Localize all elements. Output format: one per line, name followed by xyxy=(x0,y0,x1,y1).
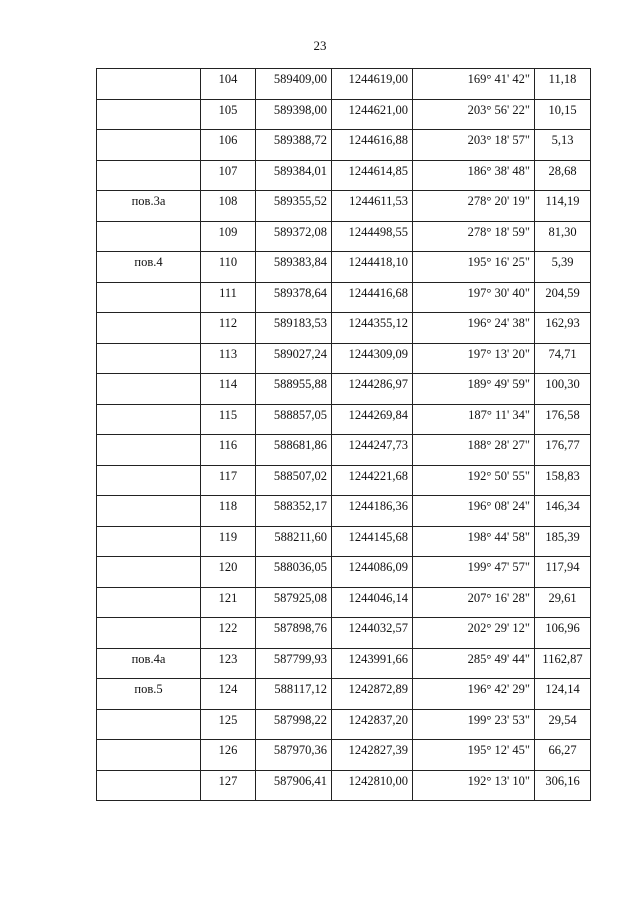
direction-angle-cell: 186° 38' 48" xyxy=(413,160,535,191)
distance-cell: 146,34 xyxy=(535,496,591,527)
direction-angle-cell: 278° 18' 59" xyxy=(413,221,535,252)
table-row xyxy=(97,252,591,283)
turn-label-cell xyxy=(97,526,201,557)
direction-angle-cell: 202° 29' 12" xyxy=(413,618,535,649)
table-row xyxy=(97,130,591,161)
point-number-cell: 120 xyxy=(201,557,256,588)
point-number-cell: 117 xyxy=(201,465,256,496)
direction-angle-cell: 169° 41' 42" xyxy=(413,69,535,100)
distance-cell: 5,39 xyxy=(535,252,591,283)
y-coordinate-cell: 1242810,00 xyxy=(332,770,413,801)
distance-cell: 1162,87 xyxy=(535,648,591,679)
x-coordinate-cell: 589398,00 xyxy=(256,99,332,130)
x-coordinate-cell: 589383,84 xyxy=(256,252,332,283)
y-coordinate-cell: 1242837,20 xyxy=(332,709,413,740)
y-coordinate-cell: 1244247,73 xyxy=(332,435,413,466)
distance-cell: 81,30 xyxy=(535,221,591,252)
point-number-cell: 122 xyxy=(201,618,256,649)
direction-angle-cell: 196° 08' 24" xyxy=(413,496,535,527)
x-coordinate-cell: 587898,76 xyxy=(256,618,332,649)
direction-angle-cell: 197° 30' 40" xyxy=(413,282,535,313)
y-coordinate-cell: 1244355,12 xyxy=(332,313,413,344)
point-number-cell: 105 xyxy=(201,99,256,130)
direction-angle-cell: 199° 23' 53" xyxy=(413,709,535,740)
table-row xyxy=(97,648,591,679)
table-row xyxy=(97,709,591,740)
y-coordinate-cell: 1242827,39 xyxy=(332,740,413,771)
direction-angle-cell: 199° 47' 57" xyxy=(413,557,535,588)
distance-cell: 158,83 xyxy=(535,465,591,496)
table-row xyxy=(97,740,591,771)
point-number-cell: 113 xyxy=(201,343,256,374)
turn-label-cell xyxy=(97,496,201,527)
point-number-cell: 108 xyxy=(201,191,256,222)
turn-label-cell xyxy=(97,99,201,130)
point-number-cell: 116 xyxy=(201,435,256,466)
table-row xyxy=(97,404,591,435)
y-coordinate-cell: 1244086,09 xyxy=(332,557,413,588)
direction-angle-cell: 197° 13' 20" xyxy=(413,343,535,374)
turn-label-cell xyxy=(97,709,201,740)
table-row xyxy=(97,770,591,801)
x-coordinate-cell: 587799,93 xyxy=(256,648,332,679)
x-coordinate-cell: 589027,24 xyxy=(256,343,332,374)
y-coordinate-cell: 1244498,55 xyxy=(332,221,413,252)
turn-label-cell xyxy=(97,221,201,252)
x-coordinate-cell: 588352,17 xyxy=(256,496,332,527)
table-row xyxy=(97,69,591,100)
point-number-cell: 126 xyxy=(201,740,256,771)
direction-angle-cell: 196° 42' 29" xyxy=(413,679,535,710)
x-coordinate-cell: 588955,88 xyxy=(256,374,332,405)
x-coordinate-cell: 588507,02 xyxy=(256,465,332,496)
point-number-cell: 118 xyxy=(201,496,256,527)
y-coordinate-cell: 1244221,68 xyxy=(332,465,413,496)
table-row xyxy=(97,282,591,313)
y-coordinate-cell: 1244186,36 xyxy=(332,496,413,527)
distance-cell: 11,18 xyxy=(535,69,591,100)
point-number-cell: 125 xyxy=(201,709,256,740)
y-coordinate-cell: 1244418,10 xyxy=(332,252,413,283)
turn-label-cell xyxy=(97,130,201,161)
x-coordinate-cell: 588211,60 xyxy=(256,526,332,557)
direction-angle-cell: 195° 16' 25" xyxy=(413,252,535,283)
point-number-cell: 104 xyxy=(201,69,256,100)
point-number-cell: 123 xyxy=(201,648,256,679)
x-coordinate-cell: 587925,08 xyxy=(256,587,332,618)
turn-label-cell xyxy=(97,557,201,588)
turn-label-cell xyxy=(97,587,201,618)
turn-label-cell xyxy=(97,404,201,435)
distance-cell: 176,58 xyxy=(535,404,591,435)
x-coordinate-cell: 589378,64 xyxy=(256,282,332,313)
direction-angle-cell: 192° 13' 10" xyxy=(413,770,535,801)
y-coordinate-cell: 1243991,66 xyxy=(332,648,413,679)
table-row xyxy=(97,191,591,222)
x-coordinate-cell: 589372,08 xyxy=(256,221,332,252)
distance-cell: 29,61 xyxy=(535,587,591,618)
distance-cell: 114,19 xyxy=(535,191,591,222)
point-number-cell: 115 xyxy=(201,404,256,435)
x-coordinate-cell: 588036,05 xyxy=(256,557,332,588)
y-coordinate-cell: 1244611,53 xyxy=(332,191,413,222)
x-coordinate-cell: 589384,01 xyxy=(256,160,332,191)
turn-label-cell xyxy=(97,69,201,100)
point-number-cell: 107 xyxy=(201,160,256,191)
y-coordinate-cell: 1244621,00 xyxy=(332,99,413,130)
x-coordinate-cell: 589388,72 xyxy=(256,130,332,161)
point-number-cell: 127 xyxy=(201,770,256,801)
point-number-cell: 121 xyxy=(201,587,256,618)
turn-label-cell xyxy=(97,343,201,374)
turn-label-cell: пов.4а xyxy=(97,648,201,679)
page-number: 23 xyxy=(313,38,327,53)
distance-cell: 28,68 xyxy=(535,160,591,191)
direction-angle-cell: 187° 11' 34" xyxy=(413,404,535,435)
direction-angle-cell: 196° 24' 38" xyxy=(413,313,535,344)
direction-angle-cell: 278° 20' 19" xyxy=(413,191,535,222)
direction-angle-cell: 192° 50' 55" xyxy=(413,465,535,496)
y-coordinate-cell: 1244032,57 xyxy=(332,618,413,649)
turn-label-cell xyxy=(97,465,201,496)
x-coordinate-cell: 588117,12 xyxy=(256,679,332,710)
table-row xyxy=(97,465,591,496)
point-number-cell: 119 xyxy=(201,526,256,557)
distance-cell: 5,13 xyxy=(535,130,591,161)
x-coordinate-cell: 589183,53 xyxy=(256,313,332,344)
y-coordinate-cell: 1244046,14 xyxy=(332,587,413,618)
table-row xyxy=(97,343,591,374)
turn-label-cell xyxy=(97,160,201,191)
distance-cell: 74,71 xyxy=(535,343,591,374)
distance-cell: 29,54 xyxy=(535,709,591,740)
direction-angle-cell: 198° 44' 58" xyxy=(413,526,535,557)
y-coordinate-cell: 1244145,68 xyxy=(332,526,413,557)
distance-cell: 306,16 xyxy=(535,770,591,801)
coordinates-table xyxy=(96,68,591,801)
coordinates-table-body xyxy=(97,69,591,801)
y-coordinate-cell: 1244309,09 xyxy=(332,343,413,374)
direction-angle-cell: 188° 28' 27" xyxy=(413,435,535,466)
table-row xyxy=(97,160,591,191)
table-row xyxy=(97,679,591,710)
table-row xyxy=(97,374,591,405)
x-coordinate-cell: 589409,00 xyxy=(256,69,332,100)
turn-label-cell xyxy=(97,770,201,801)
y-coordinate-cell: 1244286,97 xyxy=(332,374,413,405)
distance-cell: 66,27 xyxy=(535,740,591,771)
point-number-cell: 110 xyxy=(201,252,256,283)
direction-angle-cell: 195° 12' 45" xyxy=(413,740,535,771)
point-number-cell: 106 xyxy=(201,130,256,161)
turn-label-cell: пов.3а xyxy=(97,191,201,222)
x-coordinate-cell: 589355,52 xyxy=(256,191,332,222)
x-coordinate-cell: 587970,36 xyxy=(256,740,332,771)
distance-cell: 106,96 xyxy=(535,618,591,649)
y-coordinate-cell: 1244269,84 xyxy=(332,404,413,435)
x-coordinate-cell: 587906,41 xyxy=(256,770,332,801)
table-row xyxy=(97,618,591,649)
point-number-cell: 124 xyxy=(201,679,256,710)
x-coordinate-cell: 588857,05 xyxy=(256,404,332,435)
direction-angle-cell: 207° 16' 28" xyxy=(413,587,535,618)
point-number-cell: 112 xyxy=(201,313,256,344)
turn-label-cell xyxy=(97,435,201,466)
y-coordinate-cell: 1244416,68 xyxy=(332,282,413,313)
turn-label-cell xyxy=(97,740,201,771)
distance-cell: 185,39 xyxy=(535,526,591,557)
distance-cell: 162,93 xyxy=(535,313,591,344)
table-row xyxy=(97,435,591,466)
turn-label-cell xyxy=(97,374,201,405)
y-coordinate-cell: 1244619,00 xyxy=(332,69,413,100)
x-coordinate-cell: 587998,22 xyxy=(256,709,332,740)
table-row xyxy=(97,496,591,527)
table-row xyxy=(97,313,591,344)
direction-angle-cell: 203° 56' 22" xyxy=(413,99,535,130)
table-row xyxy=(97,557,591,588)
distance-cell: 10,15 xyxy=(535,99,591,130)
turn-label-cell: пов.5 xyxy=(97,679,201,710)
distance-cell: 124,14 xyxy=(535,679,591,710)
direction-angle-cell: 203° 18' 57" xyxy=(413,130,535,161)
y-coordinate-cell: 1242872,89 xyxy=(332,679,413,710)
point-number-cell: 111 xyxy=(201,282,256,313)
point-number-cell: 109 xyxy=(201,221,256,252)
distance-cell: 117,94 xyxy=(535,557,591,588)
direction-angle-cell: 189° 49' 59" xyxy=(413,374,535,405)
turn-label-cell xyxy=(97,618,201,649)
direction-angle-cell: 285° 49' 44" xyxy=(413,648,535,679)
distance-cell: 204,59 xyxy=(535,282,591,313)
turn-label-cell: пов.4 xyxy=(97,252,201,283)
point-number-cell: 114 xyxy=(201,374,256,405)
x-coordinate-cell: 588681,86 xyxy=(256,435,332,466)
distance-cell: 100,30 xyxy=(535,374,591,405)
y-coordinate-cell: 1244614,85 xyxy=(332,160,413,191)
y-coordinate-cell: 1244616,88 xyxy=(332,130,413,161)
turn-label-cell xyxy=(97,313,201,344)
distance-cell: 176,77 xyxy=(535,435,591,466)
table-row xyxy=(97,526,591,557)
turn-label-cell xyxy=(97,282,201,313)
table-row xyxy=(97,587,591,618)
table-row xyxy=(97,99,591,130)
table-row xyxy=(97,221,591,252)
